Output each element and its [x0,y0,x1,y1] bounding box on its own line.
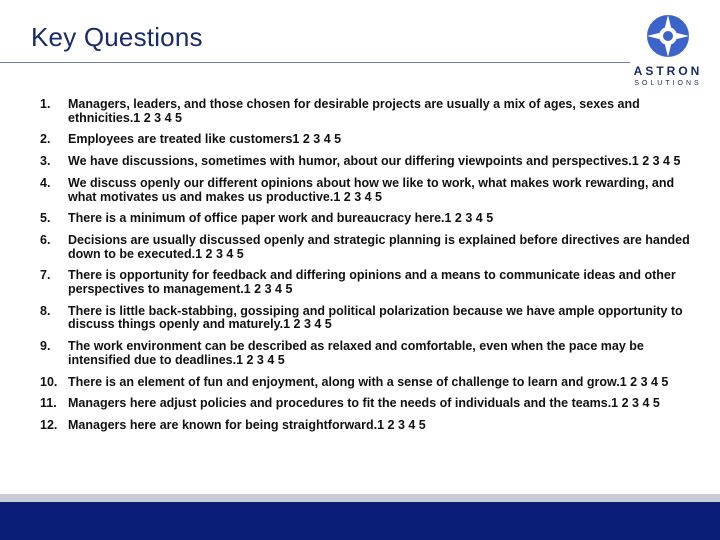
astron-logo [628,14,708,94]
question-item [40,340,690,367]
footer-accent-stripe [0,494,720,502]
question-number: 3. [40,154,51,169]
title-divider [0,62,630,63]
question-item [40,234,690,261]
question-number: 7. [40,268,51,283]
slide-title: Key Questions [31,22,203,52]
astron-logo-icon [646,14,690,58]
question-text: We have discussions, sometimes with humor, about our differing viewpoints and perspectives.1 2 3 4 5 [68,154,681,169]
question-number: 8. [40,303,51,318]
logo-name: ASTRON [633,64,703,78]
question-text: There is opportunity for feedback and differing opinions and a means to communicate ideas and other perspectives to management.1 2 3 4 5 [68,268,676,297]
question-number: 2. [40,132,51,147]
question-number: 11. [40,396,57,411]
questions-list [40,98,690,441]
question-text: There is an element of fun and enjoyment, along with a sense of challenge to learn and grow.1 2 3 4 5 [68,374,669,389]
question-number: 6. [40,233,51,248]
question-text: We discuss openly our different opinions about how we like to work, what makes work rewarding, and what motivates us and makes us productive.1 2 3 4 5 [68,175,675,204]
question-item [40,397,690,411]
question-item [40,155,690,169]
question-item [40,133,690,147]
question-item [40,269,690,296]
question-text: Decisions are usually discussed openly and strategic planning is explained before directives are handed down to be executed.1 2 3 4 5 [68,233,690,261]
question-number: 4. [40,175,51,190]
question-item [40,305,690,332]
question-text: Managers, leaders, and those chosen for desirable projects are usually a mix of ages, sexes and ethnicities.1 2 3 4 5 [68,97,640,125]
question-number: 5. [40,211,51,226]
question-number: 10. [40,374,58,389]
question-text: The work environment can be described as relaxed and comfortable, even when the pace may be intensified due to deadlines.1 2 3 4 5 [68,339,644,367]
question-item [40,212,690,226]
question-text: There is a minimum of office paper work and bureaucracy here.1 2 3 4 5 [68,211,494,226]
question-item [40,376,690,390]
question-item [40,98,690,125]
question-number: 12. [40,418,58,433]
question-text: Managers here are known for being straightforward.1 2 3 4 5 [68,418,426,433]
question-text: Managers here adjust policies and procedures to fit the needs of individuals and the teams.1 2 3 4 5 [68,396,660,411]
question-number: 1. [40,97,51,111]
question-number: 9. [40,339,51,354]
question-item [40,177,690,204]
footer-bar [0,502,720,540]
logo-subtitle: SOLUTIONS [634,80,702,87]
question-text: There is little back-stabbing, gossiping and political polarization because we have ample opportunity to discuss things openly and maturely.1 2 3 4 5 [68,303,683,332]
question-item [40,419,690,433]
question-text: Employees are treated like customers1 2 3 4 5 [68,132,342,147]
